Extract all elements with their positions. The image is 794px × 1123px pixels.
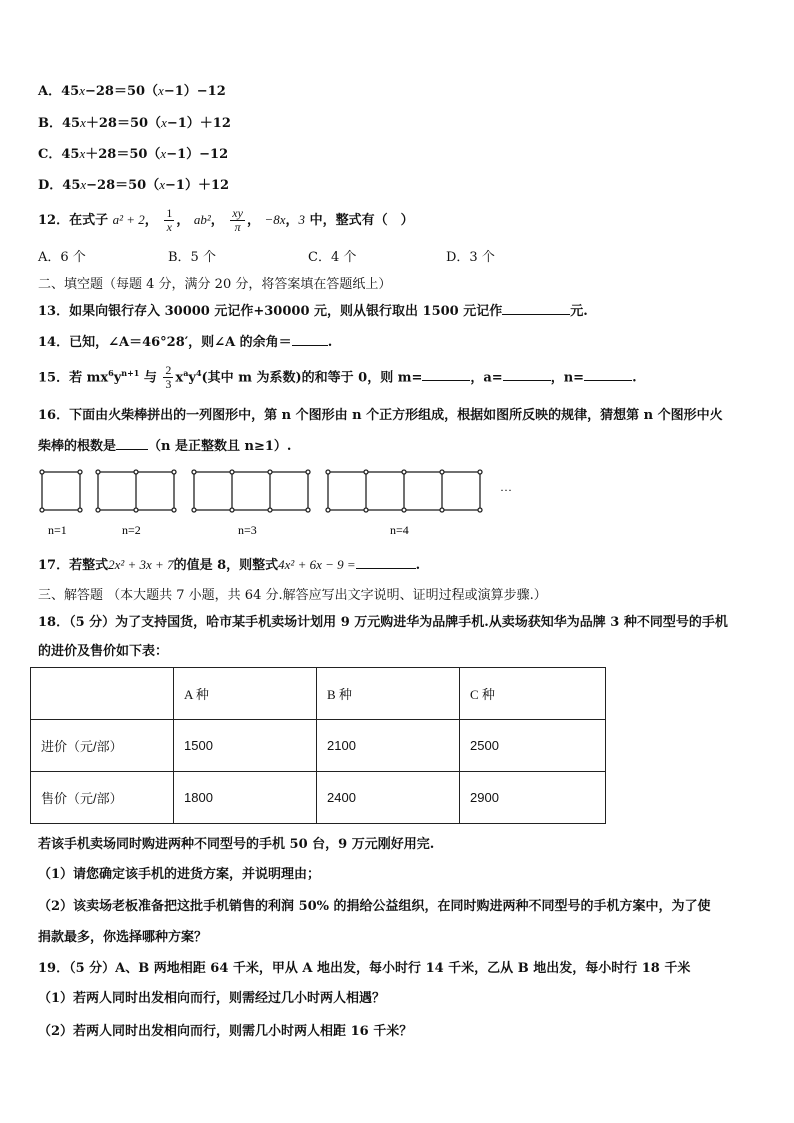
q12-options: A．6 个 B．5 个 C．4 个 D．3 个	[38, 250, 495, 265]
q19-part-1: （1）若两人同时出发相向而行，则需经过几小时两人相遇？	[38, 991, 386, 1006]
figure-label-n4: n=4	[390, 523, 409, 537]
q12-question: 12．在式子 a² + 2， $\frac{1}{x}$ ， ab²， $\frac{xy}{\pi}$ ， −8x，3 中，整式有（ ）	[38, 206, 414, 234]
table-cell: 2100	[317, 720, 460, 772]
q18-line-2: 的进价及售价如下表：	[38, 644, 169, 659]
table-row	[31, 720, 606, 772]
section-2-heading: 二、填空题（每题 4 分，满分 20 分，将答案填在答题纸上）	[38, 277, 392, 292]
q13: 13．如果向银行存入 30000 元记作+30000 元，则从银行取出 1500 元记作 元.	[38, 304, 588, 319]
table-cell: 1800	[174, 772, 317, 824]
table-header-cell: A 种	[174, 668, 317, 720]
q11-option-d: D．45x−28＝50（x−1）＋12	[38, 177, 230, 193]
matchstick-row-1	[40, 470, 82, 512]
q18-line-1: 18．（5 分）为了支持国货，哈市某手机卖场计划用 9 万元购进华为品牌手机.从卖场获知华为品牌 3 种不同型号的手机	[38, 615, 728, 630]
matchstick-figure	[30, 462, 530, 542]
price-table	[30, 667, 606, 824]
q17: 17．若整式2x² + 3x + 7的值是 8，则整式4x² + 6x − 9 = .	[38, 557, 421, 573]
q16-line-2: 柴棒的根数是 （n 是正整数且 n≥1）.	[38, 439, 292, 454]
q14: 14．已知，∠A＝46°28′，则∠A 的余角＝ .	[38, 335, 333, 350]
q19-line-1: 19．（5 分）A、B 两地相距 64 千米，甲从 A 地出发，每小时行 14 千米，乙从 B 地出发，每小时行 18 千米	[38, 961, 691, 976]
table-header-row	[31, 668, 606, 720]
table-cell: 2500	[460, 720, 606, 772]
table-cell: 售价（元/部）	[31, 772, 174, 824]
table-header-cell: B 种	[317, 668, 460, 720]
figure-ellipsis: ···	[500, 483, 512, 497]
q18-part-1: （1）请您确定该手机的进货方案，并说明理由；	[38, 867, 321, 882]
q11-option-b: B．45x＋28＝50（x−1）＋12	[38, 115, 231, 131]
q15: 15．若 $mx^6y^{n+1}$ 与 $\frac{2}{3}$ $x^ay^4$(其中 m 为系数)的和等于 0，则 m= ，a= ，n= .	[38, 363, 637, 392]
table-header-cell: C 种	[460, 668, 606, 720]
table-cell: 1500	[174, 720, 317, 772]
table-cell: 2900	[460, 772, 606, 824]
matchstick-row-2	[96, 470, 176, 512]
q11-option-c: C．45x＋28＝50（x−1）−12	[38, 146, 229, 162]
figure-label-n1: n=1	[48, 523, 67, 537]
table-cell: 2400	[317, 772, 460, 824]
q18-after-table: 若该手机卖场同时购进两种不同型号的手机 50 台，9 万元刚好用完.	[38, 837, 435, 852]
figure-label-n2: n=2	[122, 523, 141, 537]
section-3-heading: 三、解答题 （本大题共 7 小题，共 64 分.解答应写出文字说明、证明过程或演算步骤.）	[38, 588, 547, 603]
table-header-cell	[31, 668, 174, 720]
table-row	[31, 772, 606, 824]
q16-line-1: 16．下面由火柴棒拼出的一列图形中，第 n 个图形由 n 个正方形组成，根据如图所反映的规律，猜想第 n 个图形中火	[38, 408, 723, 423]
q18-part-2-line-2: 捐款最多，你选择哪种方案？	[38, 930, 208, 945]
q19-part-2: （2）若两人同时出发相向而行，则需几小时两人相距 16 千米？	[38, 1024, 413, 1039]
figure-label-n3: n=3	[238, 523, 257, 537]
table-cell: 进价（元/部）	[31, 720, 174, 772]
q18-part-2-line-1: （2）该卖场老板准备把这批手机销售的利润 50% 的捐给公益组织，在同时购进两种不同型号的手机方案中，为了使	[38, 899, 711, 914]
q11-option-a: A．45x−28＝50（x−1）−12	[38, 83, 226, 99]
matchstick-row-3	[192, 470, 310, 512]
matchstick-row-4	[326, 470, 482, 512]
